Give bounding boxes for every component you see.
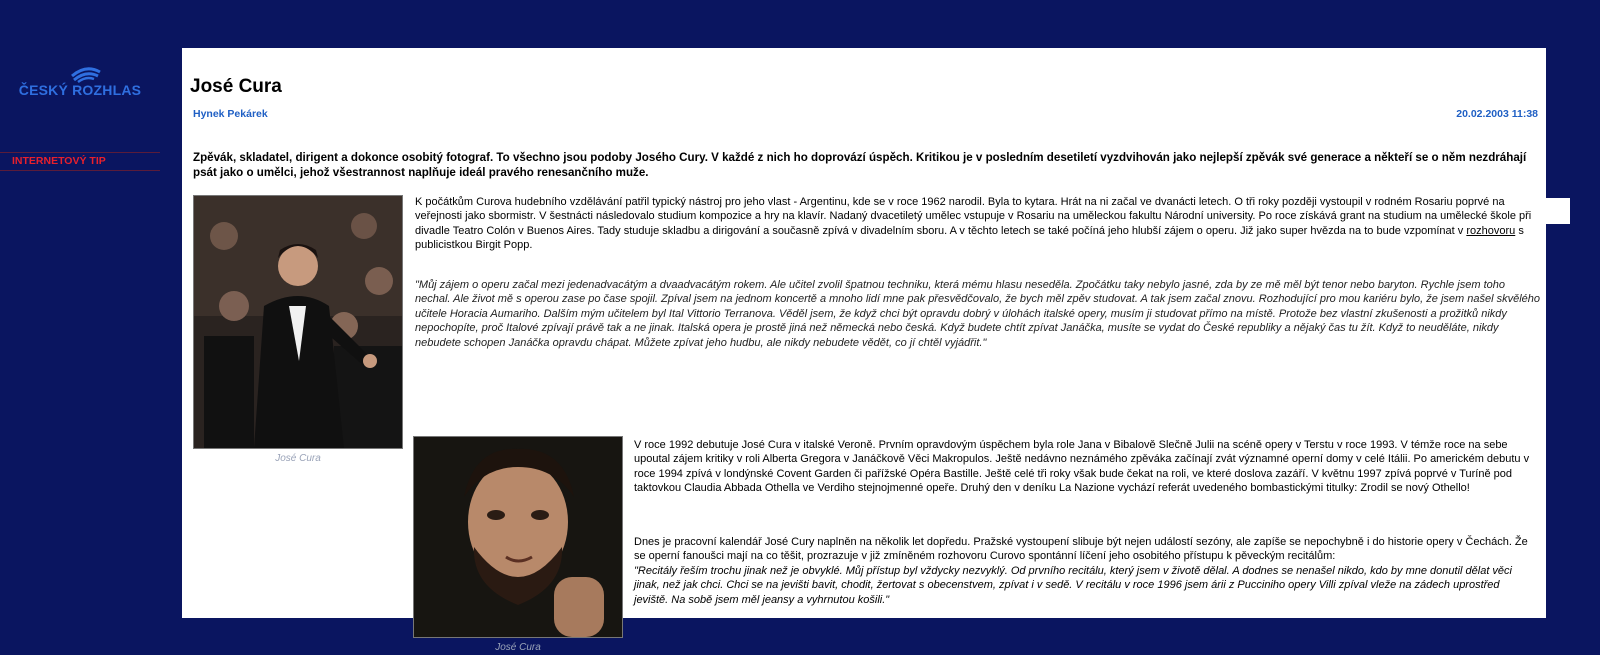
quote-paragraph: "Můj zájem o operu začal mezi jedenadvacátým a dvaadvacátým rokem. Ale učitel zvolil špatnou techniku, která mému hlasu neseděla. Zpočátku taky nebylo jasné, zda by ze mě měl být tenor nebo baryton. Rychle jsem toho nechal. Ale život mě s operou zase po čase spojil. Zpíval jsem na jednom koncertě a mnoho lidí mne pak přesvědčovalo, že bych měl zpěv studovat. A tak jsem začal znovu. Rozhodující pro mou kariéru bylo, že jsem našel skvělého učitele Horacia Aumariho. Dalším mým učitelem byl Ital Vittorio Terranova. Věděl jsem, že když chci být opravdu dobrý v úlohách italské opery, musím ji studovat přímo na místě. Protože bez vlastní zkušenosti a prožitků nikdy nepochopíte, proč Italové zpívají právě tak a ne jinak. Italská opera je prostě jiná než německá nebo česká. Když budete chtít zpívat Janáčka, musíte se vydat do České republiky a nějaký čas tu žít. Když to neuděláte, nikdy nebudete schopen Janáčka opravdu chápat. Můžete zpívat jeho hudbu, ale nikdy nebudete vědět, co jí chtěl vyjádřit." (415, 279, 1541, 349)
paragraph (415, 195, 1540, 253)
rozhovoru-link[interactable]: rozhovoru (1466, 224, 1516, 237)
logo-text: ČESKÝ ROZHLAS (18, 82, 142, 98)
article-body (182, 193, 1546, 653)
article-panel (182, 48, 1546, 653)
photo-figure (413, 436, 623, 653)
jose-cura-portrait-photo (413, 436, 623, 638)
article-date: 20.02.2003 11:38 (1456, 108, 1538, 120)
jose-cura-conducting-photo (193, 195, 403, 449)
quote-text: "Recitály řeším trochu jinak než je obvyklé. Můj přístup byl vždycky nezvyklý. Od prvního recitálu, který jsem v životě dělal. A dodnes se nenašel nikdo, kdo by mne donutil dělat věci jinak, než jak chci. Chci se na jevišti bavit, chodit, žertovat s obecenstvem, zpívat i v sedě. V recitálu v roce 1996 jsem árii z Pucciniho opery Villi zpíval vleže na zádech uprostřed jeviště. Na sobě jsem měl jeansy a vyhrnutou košili." (634, 564, 1512, 606)
nav-link-internetovy-tip[interactable]: INTERNETOVÝ TIP (12, 155, 106, 167)
paragraph-text: K počátkům Curova hudebního vzdělávání patřil typický nástroj pro jeho vlast - Argentinu, kde se v roce 1962 narodil. Byla to kytara. Hrát na ni začal ve dvanácti letech. O tři roky později vystoupil v rodném Rosariu poprvé na veřejnosti jako sbormistr. V šestnácti následovalo studium kompozice a hry na klavír. Nadaný dvacetiletý umělec vstupuje v Rosariu na uměleckou fakultu Národní university. Po roce získává grant na studium na umělecké škole při divadle Teatro Colón v Buenos Aires. Tady studuje skladbu a dirigování a současně zpívá v divadelním sboru. A v těchto letech se také počíná jeho hlubší zájem o operu. Již jako super hvězda na to bude vzpomínat v (415, 196, 1532, 237)
article-title: José Cura (190, 76, 282, 97)
radio-waves-icon (66, 62, 106, 82)
paragraph: V roce 1992 debutuje José Cura v italské Veroně. Prvním opravdovým úspěchem byla role Jana v Bibalově Slečně Julii na scéně opery v Terstu v roce 1993. V témže roce na sebe upoutal zájem kritiky v roli Alberta Gregora v Janáčkově Věci Makropulos. Ještě nedávno neznámého zpěváka začínají zvát významné operní domy v celé Itálii. Po americkém debutu v roce 1994 zpívá v londýnské Covent Garden či pařížské Opéra Bastille. Ještě celé tři roky však bude čekat na roli, ve které doslova zazáří. V květnu 1997 zpívá poprvé v Turíně pod taktovkou Claudia Abbada Othella ve Verdiho stejnojmenné opeře. Druhý den v deníku La Nazione vychází referát uvedeného bombastickými titulky: Zrodil se nový Othello! (634, 439, 1530, 495)
paragraph (634, 535, 1534, 607)
paragraph-text: s publicistkou Birgit Popp. (415, 224, 1524, 252)
sidebar-nav (0, 150, 160, 171)
photo-caption: José Cura (275, 453, 321, 464)
photo-caption: José Cura (495, 642, 541, 653)
article-lead: Zpěvák, skladatel, dirigent a dokonce osobitý fotograf. To všechno jsou podoby Josého Cury. V každé z nich ho doprovází úspěch. Kritikou je v posledním desetiletí vyzdvihován jako nejlepší zpěvák své generace a někteří se o něm nezdráhají psát jako o umělci, jehož všestrannost naplňuje ideál pravého renesančního muže. (193, 151, 1527, 179)
nav-divider (0, 170, 160, 171)
photo-figure (193, 195, 403, 463)
cesky-rozhlas-logo[interactable] (10, 62, 150, 102)
sidebar (0, 0, 160, 618)
author-link[interactable]: Hynek Pekárek (193, 108, 268, 120)
paragraph-text: Dnes je pracovní kalendář José Cury naplněn na několik let dopředu. Pražské vystoupení slibuje být nejen událostí sezóny, ale zapíše se nepochybně i do historie opery v Čechách. Že se operní fanoušci mají na co těšit, prozrazuje v již zmíněném rozhovoru Curovo spontánní líčení jeho osobitého přístupu k pěveckým recitálům: (634, 536, 1528, 563)
